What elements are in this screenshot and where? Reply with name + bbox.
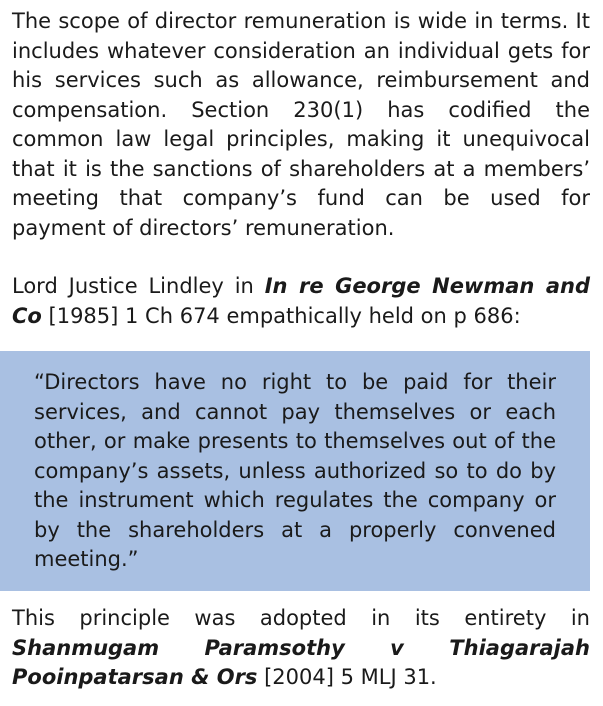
paragraph-principle-adopted [12,604,590,693]
citation-reference-text: [1985] 1 Ch 674 empathically held on p 686: [41,303,521,328]
document-page [12,0,590,689]
adoption-reference-text: [2004] 5 MLJ 31. [257,665,437,689]
quote-block [0,351,590,591]
paragraph-remuneration-scope: The scope of director remuneration is wide in terms. It includes whatever consideration an individual gets for his services such as allowance, reimbursement and compensation. Section 230(1) has codified the common law legal principles, making it unequivocal that it is the sanctions of shareholders at a members’ meeting that company’s fund can be used for payment of directors’ remuneration. [12,9,590,240]
quote-text: “Directors have no right to be paid for their services, and cannot pay themselves or each other, or make presents to themselves out of the company’s assets, unless authorized so to do by the instrument which regulates the company or by the shareholders at a properly convened meeting.” [34,370,556,571]
case-name-shanmugam: Shanmugam Paramsothy v Thiagarajah Pooinpatarsan & Ors [12,635,590,689]
paragraph-lindley-citation [12,272,590,331]
citation-intro-text: Lord Justice Lindley in [12,274,265,298]
case-name-newman: In re George Newman and Co [12,274,590,328]
adoption-intro-text: This principle was adopted in its entirety in [12,606,590,630]
